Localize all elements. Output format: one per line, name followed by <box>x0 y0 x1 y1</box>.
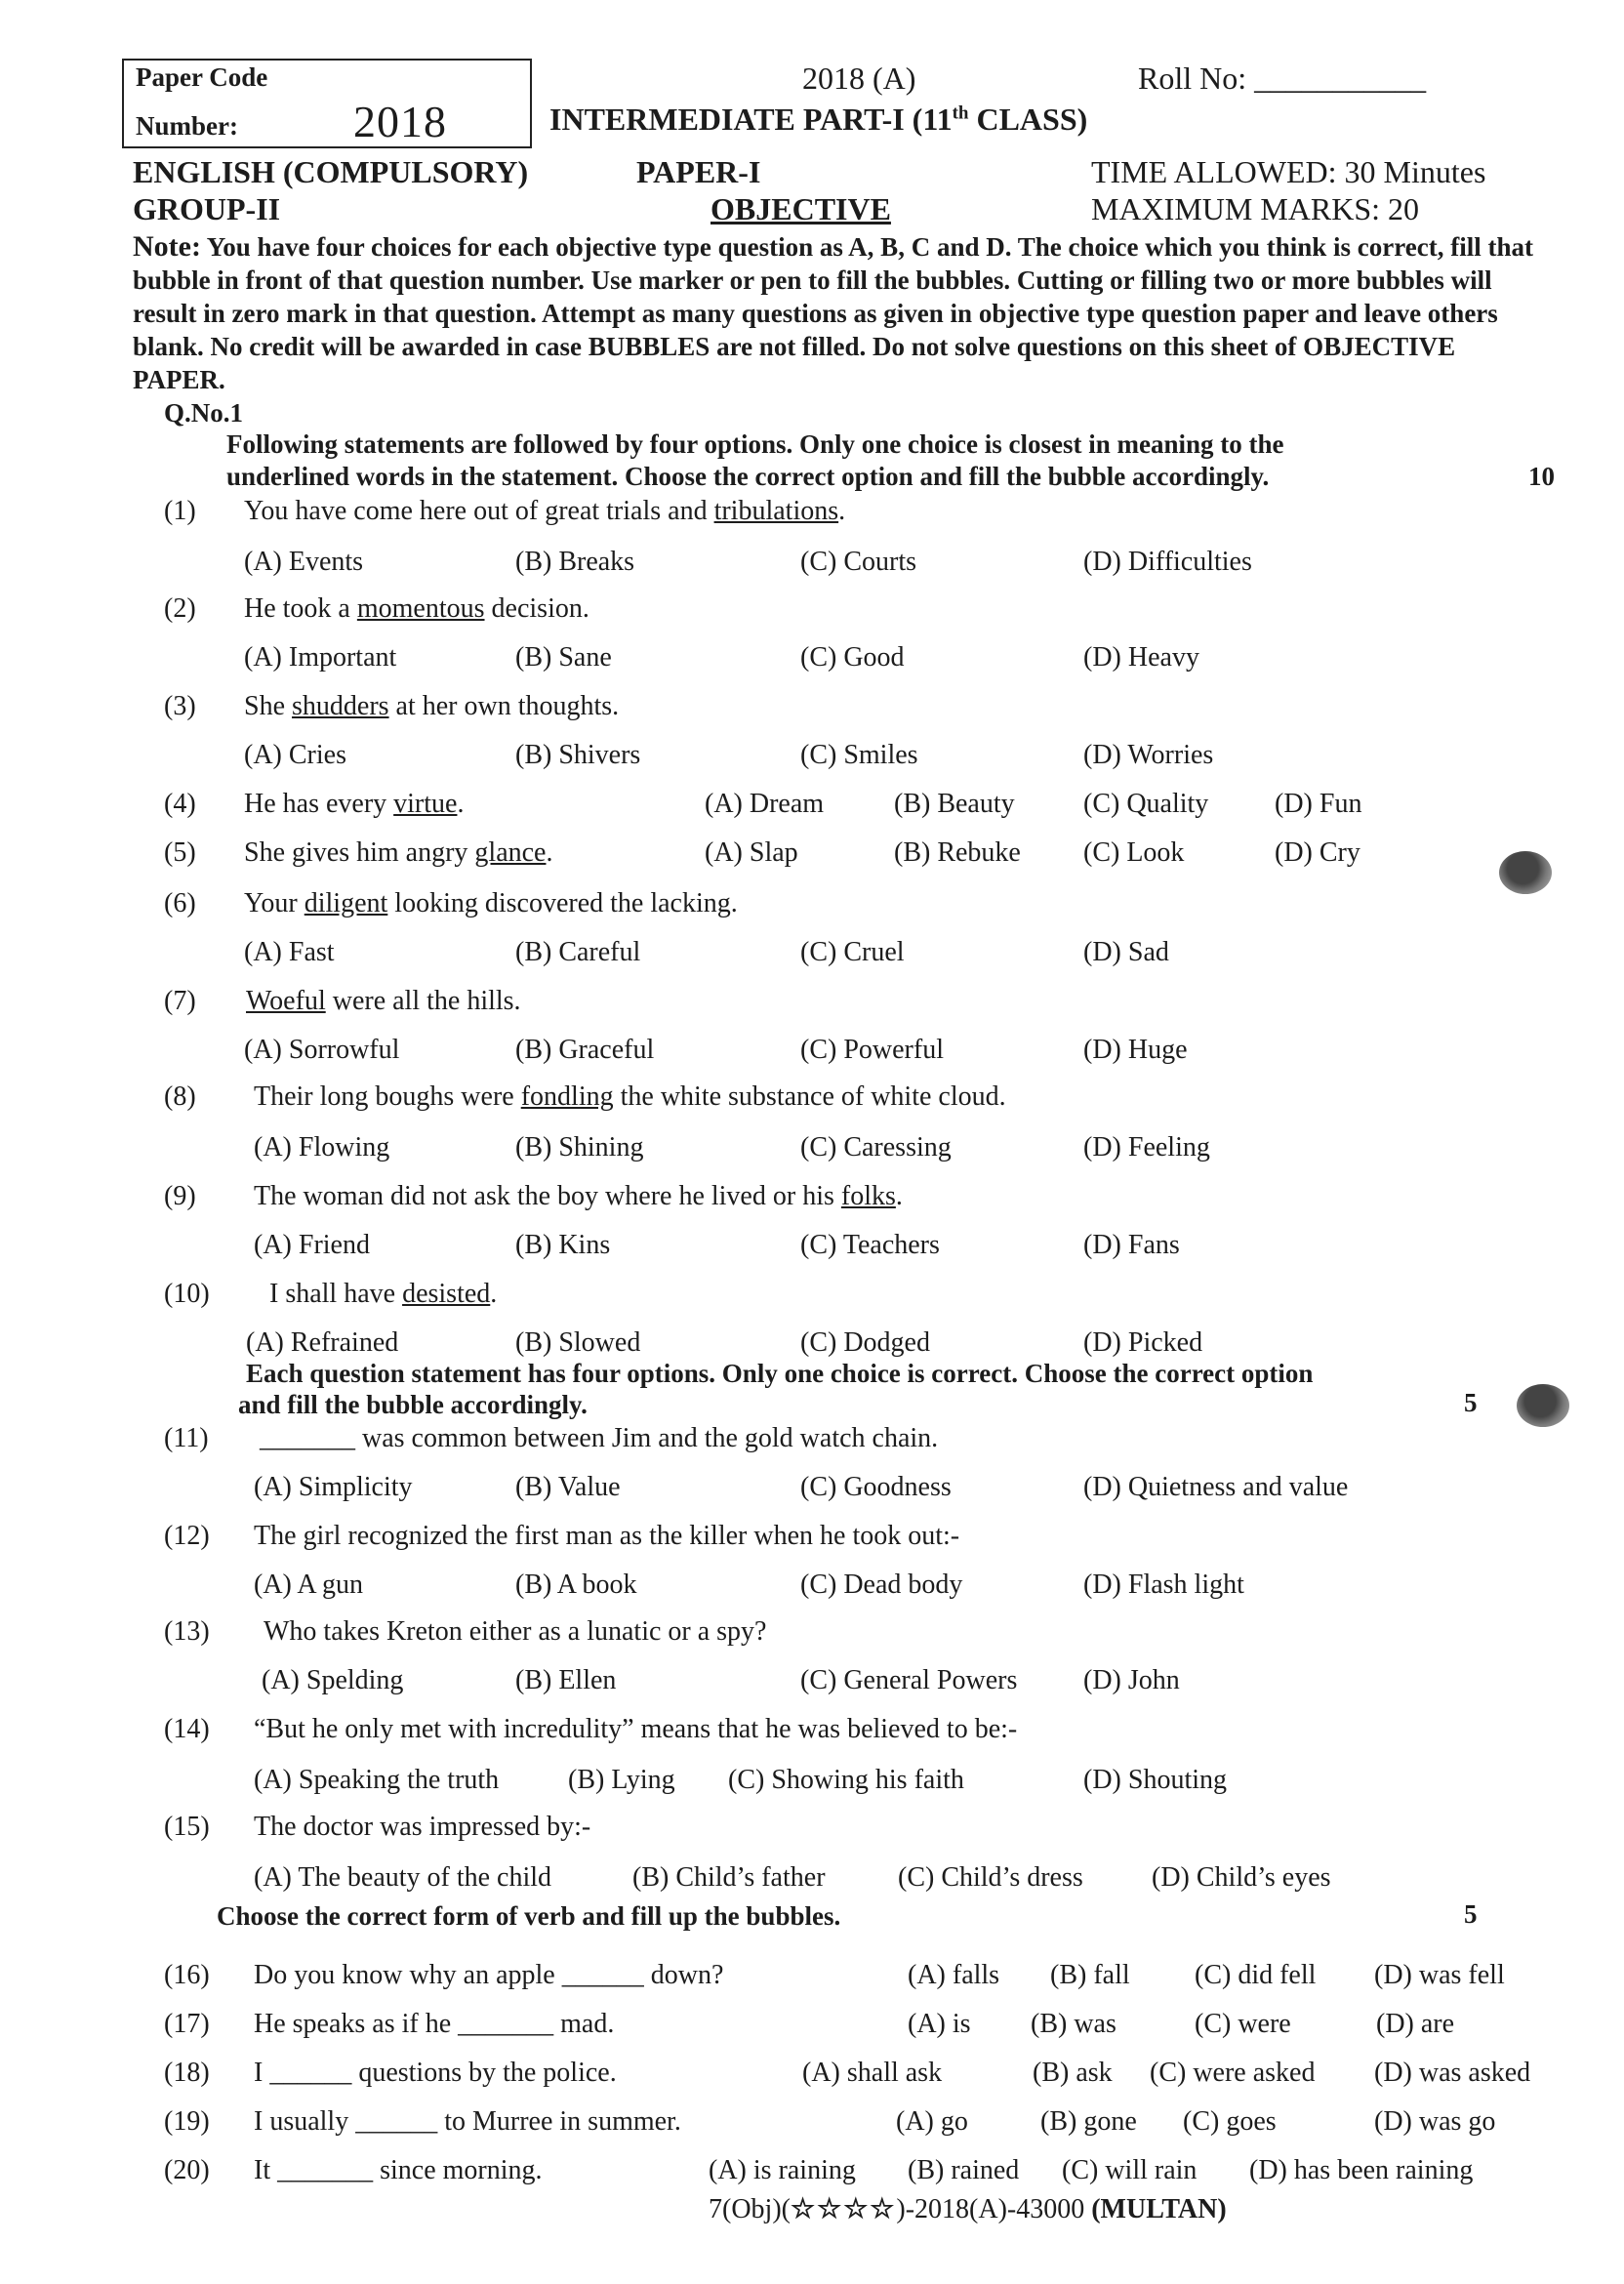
underlined-word: diligent <box>304 888 388 918</box>
underlined-word: fondling <box>520 1081 614 1112</box>
option-d: (D) Quietness and value <box>1083 1472 1349 1502</box>
option-d: (D) was asked <box>1374 2058 1531 2088</box>
underlined-word: folks <box>840 1181 896 1211</box>
option-b: (B) Careful <box>515 937 641 967</box>
option-b: (B) Breaks <box>515 547 635 577</box>
option-a: (A) Sorrowful <box>244 1035 400 1065</box>
note-text: You have four choices for each objective type question as A, B, C and D. The choice which you think is correct, fill that bubble in front of that question number. Use marker or pen to fill the bubbles. Cutting or filling two or more bubbles will result in zero mark in that question. Attempt as many questions as given in objective type question paper and leave others blank. No credit will be awarded in case BUBBLES are not filled. Do not solve questions on this sheet of OBJECTIVE PAPER. <box>133 232 1533 394</box>
option-b: (B) ask <box>1033 2058 1113 2088</box>
paper-code-label: Paper Code <box>136 62 268 92</box>
option-d: (D) Difficulties <box>1083 547 1252 577</box>
footer-city: (MULTAN) <box>1091 2194 1227 2224</box>
statement-text: the white substance of white cloud. <box>613 1081 1006 1112</box>
question-number: (1) <box>164 496 196 526</box>
option-b: (B) Ellen <box>515 1665 617 1695</box>
option-b: (B) Beauty <box>894 789 1015 819</box>
option-b: (B) fall <box>1050 1960 1130 1990</box>
question-number: (16) <box>164 1960 210 1990</box>
question-statement <box>254 2106 681 2138</box>
statement-text: . <box>895 1181 903 1211</box>
class-title: INTERMEDIATE PART-I (11th CLASS) <box>549 102 1088 137</box>
option-a: (A) Speaking the truth <box>254 1765 500 1795</box>
statement-text: Do you know why an apple ______ down? <box>254 1960 724 1990</box>
question-number: (5) <box>164 837 196 868</box>
statement-text: . <box>546 837 553 868</box>
question-number: (13) <box>164 1616 210 1647</box>
part2-marks: 5 <box>1464 1388 1478 1417</box>
option-d: (D) Child’s eyes <box>1152 1862 1331 1893</box>
option-a: (A) Events <box>244 547 364 577</box>
number-label: Number: <box>136 111 238 141</box>
question-statement <box>244 789 464 820</box>
statement-text: She <box>244 691 292 721</box>
option-c: (C) goes <box>1183 2106 1277 2137</box>
statement-text: . <box>490 1279 498 1309</box>
question-number: (19) <box>164 2106 210 2137</box>
option-b: (B) Shivers <box>515 740 641 770</box>
option-c: (C) Showing his faith <box>728 1765 964 1795</box>
roll-number-field: Roll No: ___________ <box>1138 61 1427 96</box>
question-number: (9) <box>164 1181 196 1211</box>
question-number: (4) <box>164 789 196 819</box>
question-number: (14) <box>164 1714 210 1744</box>
part2-instruction-line1: Each question statement has four options. Only one choice is correct. Choose the correct option <box>246 1359 1314 1388</box>
statement-text: The girl recognized the first man as the killer when he took out:- <box>254 1521 960 1551</box>
statement-text: decision. <box>484 593 589 624</box>
question-number: (7) <box>164 986 196 1016</box>
option-d: (D) are <box>1376 2009 1455 2039</box>
option-d: (D) Heavy <box>1083 642 1199 673</box>
option-c: (C) Look <box>1083 837 1185 868</box>
option-c: (C) Teachers <box>800 1230 940 1260</box>
statement-text: . <box>838 496 846 526</box>
option-d: (D) Worries <box>1083 740 1214 770</box>
option-c: (C) Courts <box>800 547 916 577</box>
option-a: (A) The beauty of the child <box>254 1862 552 1893</box>
statement-text: “But he only met with incredulity” means that he was believed to be:- <box>254 1714 1018 1744</box>
question-statement <box>246 986 521 1017</box>
option-a: (A) Cries <box>244 740 346 770</box>
exam-year: 2018 (A) <box>802 61 916 96</box>
question-number: (11) <box>164 1423 209 1453</box>
question-statement <box>254 1812 590 1843</box>
statement-text: Your <box>244 888 304 918</box>
option-c: (C) Dodged <box>800 1327 930 1358</box>
statement-text: The woman did not ask the boy where he lived or his <box>254 1181 841 1211</box>
group-title: GROUP-II <box>133 191 281 226</box>
option-b: (B) gone <box>1040 2106 1137 2137</box>
underlined-word: Woeful <box>246 986 326 1016</box>
underlined-word: desisted <box>402 1279 491 1309</box>
option-b: (B) Lying <box>568 1765 675 1795</box>
option-d: (D) was go <box>1374 2106 1496 2137</box>
maximum-marks: MAXIMUM MARKS: 20 <box>1091 191 1420 226</box>
statement-text: I usually ______ to Murree in summer. <box>254 2106 681 2137</box>
punch-hole-mark <box>1499 851 1552 894</box>
question-statement <box>254 2058 617 2089</box>
option-a: (A) falls <box>908 1960 1000 1990</box>
option-c: (C) Caressing <box>800 1132 952 1162</box>
option-c: (C) Cruel <box>800 937 905 967</box>
option-d: (D) Sad <box>1083 937 1169 967</box>
paper-title: PAPER-I <box>636 154 761 189</box>
option-c: (C) did fell <box>1195 1960 1317 1990</box>
option-c: (C) will rain <box>1062 2155 1198 2185</box>
option-a: (A) Spelding <box>262 1665 404 1695</box>
question-number: (6) <box>164 888 196 918</box>
statement-text: . <box>457 789 465 819</box>
underlined-word: shudders <box>292 691 389 721</box>
statement-text: It _______ since morning. <box>254 2155 543 2185</box>
option-a: (A) A gun <box>254 1570 363 1600</box>
option-b: (B) Sane <box>515 642 612 673</box>
question-number: (10) <box>164 1279 210 1309</box>
statement-text: _______ was common between Jim and the gold watch chain. <box>260 1423 939 1453</box>
question-number: (3) <box>164 691 196 721</box>
option-b: (B) was <box>1031 2009 1116 2039</box>
question-statement <box>254 1521 959 1552</box>
note-paragraph <box>133 230 1538 396</box>
question-statement <box>244 593 589 625</box>
option-c: (C) were asked <box>1150 2058 1316 2088</box>
statement-text: He has every <box>244 789 394 819</box>
option-c: (C) Good <box>800 642 905 673</box>
note-label: Note: <box>133 230 201 263</box>
option-a: (A) shall ask <box>802 2058 943 2088</box>
option-d: (D) Cry <box>1275 837 1360 868</box>
question-number: (15) <box>164 1812 210 1842</box>
part3-marks: 5 <box>1464 1899 1478 1929</box>
option-b: (B) Child’s father <box>632 1862 826 1893</box>
option-b: (B) Slowed <box>515 1327 641 1358</box>
option-c: (C) Dead body <box>800 1570 963 1600</box>
option-c: (C) Powerful <box>800 1035 944 1065</box>
option-c: (C) Goodness <box>800 1472 952 1502</box>
option-a: (A) Flowing <box>254 1132 390 1162</box>
statement-text: He speaks as if he _______ mad. <box>254 2009 615 2039</box>
option-b: (B) rained <box>908 2155 1020 2185</box>
option-a: (A) Slap <box>705 837 798 868</box>
option-b: (B) Graceful <box>515 1035 655 1065</box>
statement-text: looking discovered the lacking. <box>387 888 738 918</box>
option-a: (A) Dream <box>705 789 825 819</box>
punch-hole-mark <box>1517 1384 1569 1427</box>
section-title: OBJECTIVE <box>710 191 891 226</box>
statement-text: He took a <box>244 593 357 624</box>
option-c: (C) were <box>1195 2009 1291 2039</box>
question-number: (8) <box>164 1081 196 1112</box>
paper-code-box <box>122 59 532 148</box>
question-statement <box>254 1181 903 1212</box>
question-number: (12) <box>164 1521 210 1551</box>
underlined-word: tribulations <box>713 496 839 526</box>
question-statement <box>244 837 552 869</box>
statement-text: I ______ questions by the police. <box>254 2058 617 2088</box>
part1-marks: 10 <box>1528 462 1555 491</box>
question-statement <box>254 1081 1006 1113</box>
option-d: (D) has been raining <box>1249 2155 1474 2185</box>
option-d: (D) Fun <box>1275 789 1362 819</box>
option-a: (A) Friend <box>254 1230 370 1260</box>
question-number: (17) <box>164 2009 210 2039</box>
statement-text: at her own thoughts. <box>388 691 620 721</box>
option-a: (A) Important <box>244 642 397 673</box>
option-b: (B) A book <box>515 1570 637 1600</box>
subject-title: ENGLISH (COMPULSORY) <box>133 154 529 189</box>
question-statement <box>264 1616 766 1648</box>
option-d: (D) Shouting <box>1083 1765 1227 1795</box>
option-a: (A) go <box>896 2106 968 2137</box>
option-d: (D) Flash light <box>1083 1570 1244 1600</box>
option-a: (A) Simplicity <box>254 1472 413 1502</box>
question-statement <box>254 2009 614 2040</box>
paper-number: 2018 <box>353 97 447 146</box>
option-a: (A) is raining <box>709 2155 856 2185</box>
option-d: (D) was fell <box>1374 1960 1505 1990</box>
question-number: (2) <box>164 593 196 624</box>
option-a: (A) Fast <box>244 937 335 967</box>
option-c: (C) Child’s dress <box>898 1862 1083 1893</box>
statement-text: Their long boughs were <box>254 1081 521 1112</box>
time-allowed: TIME ALLOWED: 30 Minutes <box>1091 154 1486 189</box>
option-d: (D) John <box>1083 1665 1180 1695</box>
option-a: (A) is <box>908 2009 971 2039</box>
statement-text: The doctor was impressed by:- <box>254 1812 591 1842</box>
question-statement <box>260 1423 938 1454</box>
option-d: (D) Huge <box>1083 1035 1188 1065</box>
option-d: (D) Fans <box>1083 1230 1180 1260</box>
statement-text: were all the hills. <box>325 986 521 1016</box>
question-statement <box>244 496 845 527</box>
part2-instruction-line2: and fill the bubble accordingly. <box>238 1390 588 1419</box>
question-number: (18) <box>164 2058 210 2088</box>
option-c: (C) General Powers <box>800 1665 1018 1695</box>
option-d: (D) Picked <box>1083 1327 1203 1358</box>
option-c: (C) Quality <box>1083 789 1209 819</box>
question-statement <box>254 1714 1017 1745</box>
statement-text: Who takes Kreton either as a lunatic or a spy? <box>264 1616 767 1647</box>
option-b: (B) Rebuke <box>894 837 1021 868</box>
underlined-word: momentous <box>356 593 485 624</box>
option-a: (A) Refrained <box>246 1327 399 1358</box>
option-c: (C) Smiles <box>800 740 918 770</box>
part1-instruction-line1: Following statements are followed by four options. Only one choice is closest in meaning to the <box>226 429 1284 459</box>
option-b: (B) Value <box>515 1472 621 1502</box>
footer-code: 7(Obj)(☆☆☆☆)-2018(A)-43000 (MULTAN) <box>709 2194 1227 2224</box>
statement-text: You have come here out of great trials and <box>244 496 714 526</box>
statement-text: I shall have <box>269 1279 403 1309</box>
statement-text: She gives him angry <box>244 837 475 868</box>
question-statement <box>269 1279 497 1310</box>
question-statement <box>244 691 619 722</box>
underlined-word: glance <box>474 837 547 868</box>
option-b: (B) Shining <box>515 1132 644 1162</box>
question-number: (20) <box>164 2155 210 2185</box>
part3-instruction: Choose the correct form of verb and fill up the bubbles. <box>217 1901 841 1931</box>
part1-instruction-line2: underlined words in the statement. Choose the correct option and fill the bubble accordingly. <box>226 462 1270 491</box>
question-statement <box>244 888 738 919</box>
star-icons: ☆☆☆☆ <box>790 2194 897 2224</box>
question-statement <box>254 2155 543 2186</box>
question-number-label: Q.No.1 <box>164 398 243 428</box>
question-statement <box>254 1960 723 1991</box>
underlined-word: virtue <box>393 789 458 819</box>
option-b: (B) Kins <box>515 1230 611 1260</box>
option-d: (D) Feeling <box>1083 1132 1210 1162</box>
